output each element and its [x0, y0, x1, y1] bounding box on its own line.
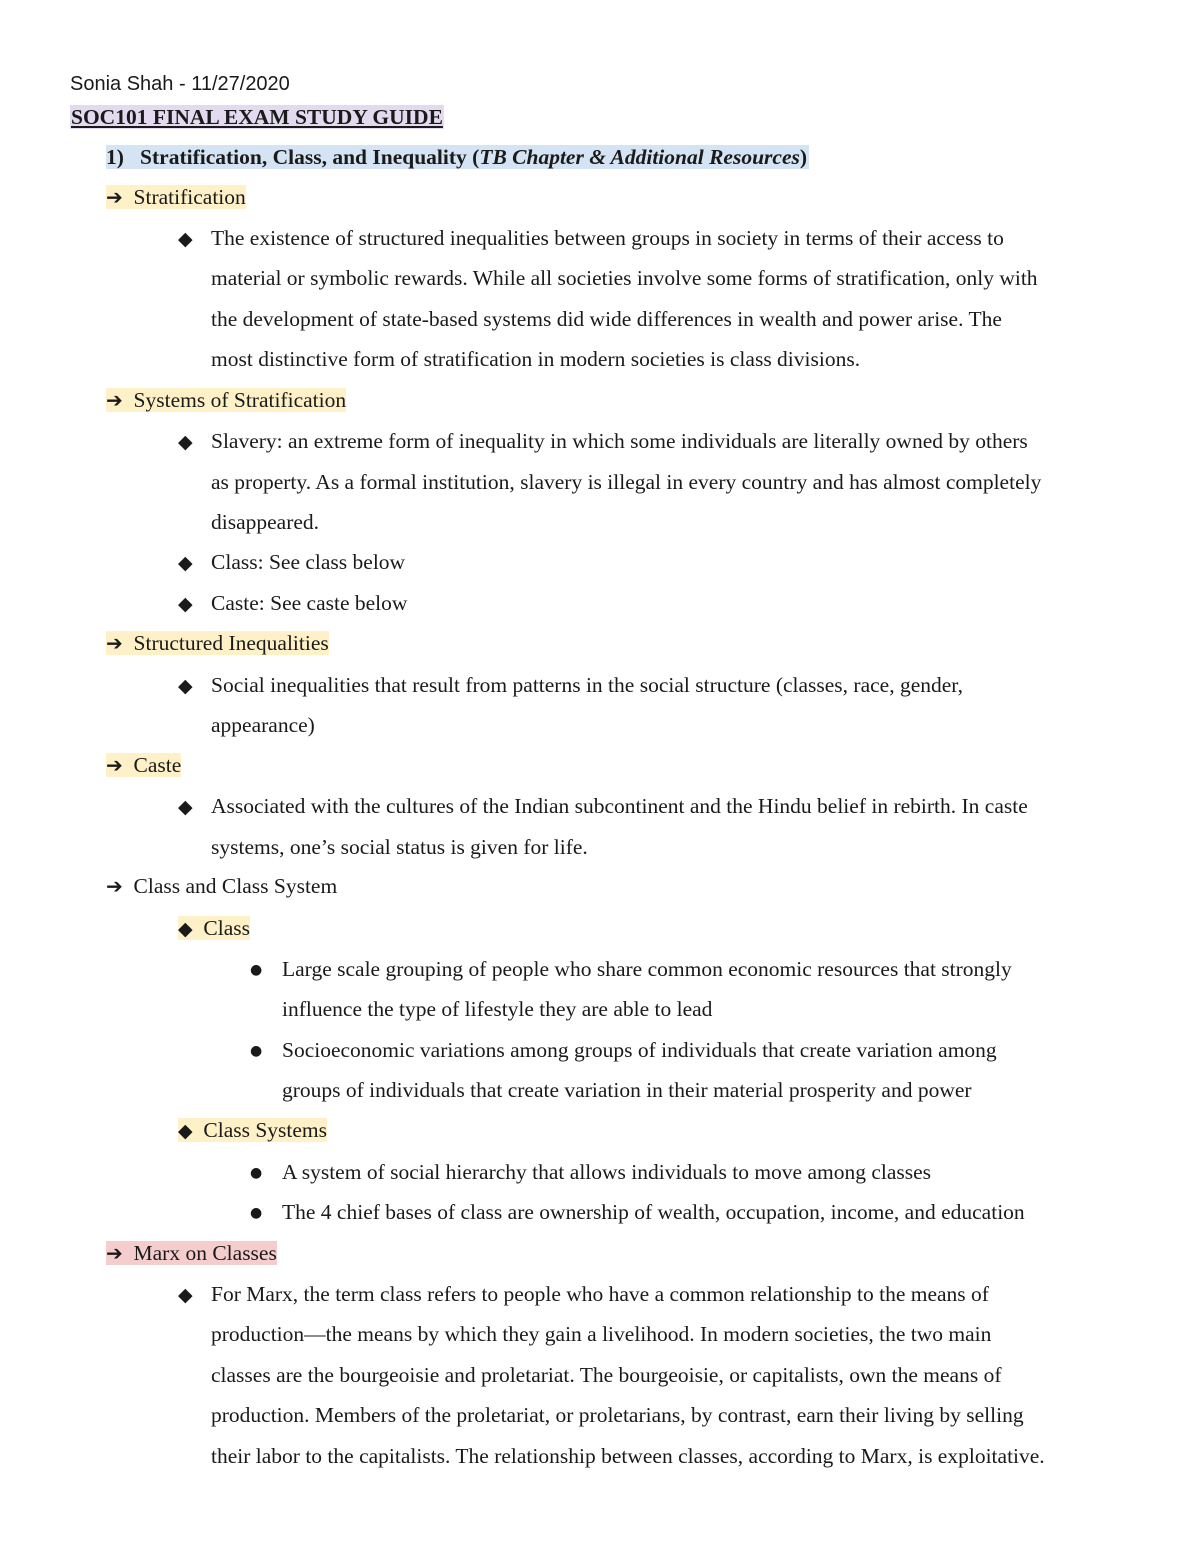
stratification-highlight: [106, 185, 246, 209]
marx-line-4: production. Members of the proletariat, or proletarians, by contrast, earn their living by selling: [211, 1403, 1024, 1427]
systems-highlight: [106, 388, 346, 412]
caste-reference: Caste: See caste below: [211, 591, 408, 615]
class-highlight: [178, 916, 250, 940]
stratification-definition-line-4: most distinctive form of stratification in modern societies is class divisions.: [211, 347, 861, 371]
class-point-1-line-2: influence the type of lifestyle they are able to lead: [282, 997, 713, 1021]
structured-line-1: Social inequalities that result from patterns in the social structure (classes, race, gender,: [211, 673, 963, 697]
sub-item-class-systems: [178, 1116, 327, 1145]
diamond-bullet-icon: ◆: [178, 796, 193, 818]
class-reference: Class: See class below: [211, 550, 406, 574]
marx-line-5: their labor to the capitalists. The relationship between classes, according to Marx, is exploitative.: [211, 1444, 1045, 1468]
marx-label: Marx on Classes: [133, 1241, 277, 1265]
list-item-stratification: [106, 183, 246, 211]
caste-label: Caste: [133, 753, 182, 777]
structured-highlight: [106, 631, 329, 655]
list-item-caste: [106, 751, 181, 779]
slavery-line-3: disappeared.: [211, 510, 320, 534]
section-title-text: Stratification, Class, and Inequality (: [140, 145, 480, 169]
caste-highlight: [106, 753, 181, 777]
slavery-line-1: Slavery: an extreme form of inequality in which some individuals are literally owned by others: [211, 429, 1028, 453]
stratification-label: Stratification: [133, 185, 246, 209]
dot-bullet-icon: ●: [250, 962, 263, 978]
section-title-italic: TB Chapter & Additional Resources: [479, 145, 800, 169]
class-point-2-line-2: groups of individuals that create variation in their material prosperity and power: [282, 1078, 972, 1102]
class-system-label: Class and Class System: [133, 874, 338, 898]
diamond-bullet-icon: ◆: [178, 1120, 193, 1142]
list-item-marx-on-classes: [106, 1239, 277, 1267]
class-point-2-line-1: Socioeconomic variations among groups of individuals that create variation among: [282, 1038, 997, 1062]
stratification-definition-line-3: the development of state-based systems did wide differences in wealth and power arise. The: [211, 307, 1002, 331]
arrow-icon: ➔: [106, 753, 123, 777]
diamond-bullet-icon: ◆: [178, 1284, 193, 1306]
class-systems-label: Class Systems: [203, 1118, 328, 1142]
stratification-definition-line-1: The existence of structured inequalities between groups in society in terms of their access to: [211, 226, 1004, 250]
caste-line-2: systems, one’s social status is given for life.: [211, 835, 588, 859]
document-title: SOC101 FINAL EXAM STUDY GUIDE: [71, 105, 443, 129]
slavery-line-2: as property. As a formal institution, slavery is illegal in every country and has almost completely: [211, 470, 1042, 494]
list-item-structured-inequalities: [106, 629, 329, 657]
diamond-bullet-icon: ◆: [178, 228, 193, 250]
arrow-icon: ➔: [106, 185, 123, 209]
class-systems-point-1: A system of social hierarchy that allows individuals to move among classes: [282, 1160, 932, 1184]
section-heading-label: [106, 145, 809, 169]
structured-label: Structured Inequalities: [133, 631, 329, 655]
marx-line-1: For Marx, the term class refers to people who have a common relationship to the means of: [211, 1282, 989, 1306]
class-systems-point-2: The 4 chief bases of class are ownership of wealth, occupation, income, and education: [282, 1200, 1025, 1224]
dot-bullet-icon: ●: [250, 1205, 263, 1221]
list-item-systems-of-stratification: [106, 386, 346, 414]
list-item-class-and-class-system: [106, 872, 337, 900]
diamond-bullet-icon: ◆: [178, 593, 193, 615]
structured-line-2: appearance): [211, 713, 315, 737]
arrow-icon: ➔: [106, 388, 123, 412]
class-systems-highlight: [178, 1118, 327, 1142]
dot-bullet-icon: ●: [250, 1165, 263, 1181]
class-label: Class: [203, 916, 250, 940]
arrow-icon: ➔: [106, 1241, 123, 1265]
arrow-icon: ➔: [106, 631, 123, 655]
stratification-definition-line-2: material or symbolic rewards. While all societies involve some forms of stratification, only with: [211, 266, 1038, 290]
marx-line-3: classes are the bourgeoisie and proletariat. The bourgeoisie, or capitalists, own the means of: [211, 1363, 1002, 1387]
section-number: 1): [106, 145, 124, 169]
section-title-close: ): [799, 145, 808, 169]
arrow-icon: ➔: [106, 874, 123, 898]
document-title-row: [70, 103, 444, 131]
dot-bullet-icon: ●: [250, 1043, 263, 1059]
author-date-line: Sonia Shah - 11/27/2020: [70, 73, 290, 95]
marx-highlight: [106, 1241, 277, 1265]
systems-label: Systems of Stratification: [133, 388, 347, 412]
caste-line-1: Associated with the cultures of the Indian subcontinent and the Hindu belief in rebirth. In caste: [211, 794, 1028, 818]
diamond-bullet-icon: ◆: [178, 552, 193, 574]
marx-line-2: production—the means by which they gain a livelihood. In modern societies, the two main: [211, 1322, 992, 1346]
class-point-1-line-1: Large scale grouping of people who share common economic resources that strongly: [282, 957, 1012, 981]
diamond-bullet-icon: ◆: [178, 675, 193, 697]
diamond-bullet-icon: ◆: [178, 918, 193, 940]
sub-item-class: [178, 914, 250, 943]
section-heading: [106, 143, 809, 171]
diamond-bullet-icon: ◆: [178, 431, 193, 453]
